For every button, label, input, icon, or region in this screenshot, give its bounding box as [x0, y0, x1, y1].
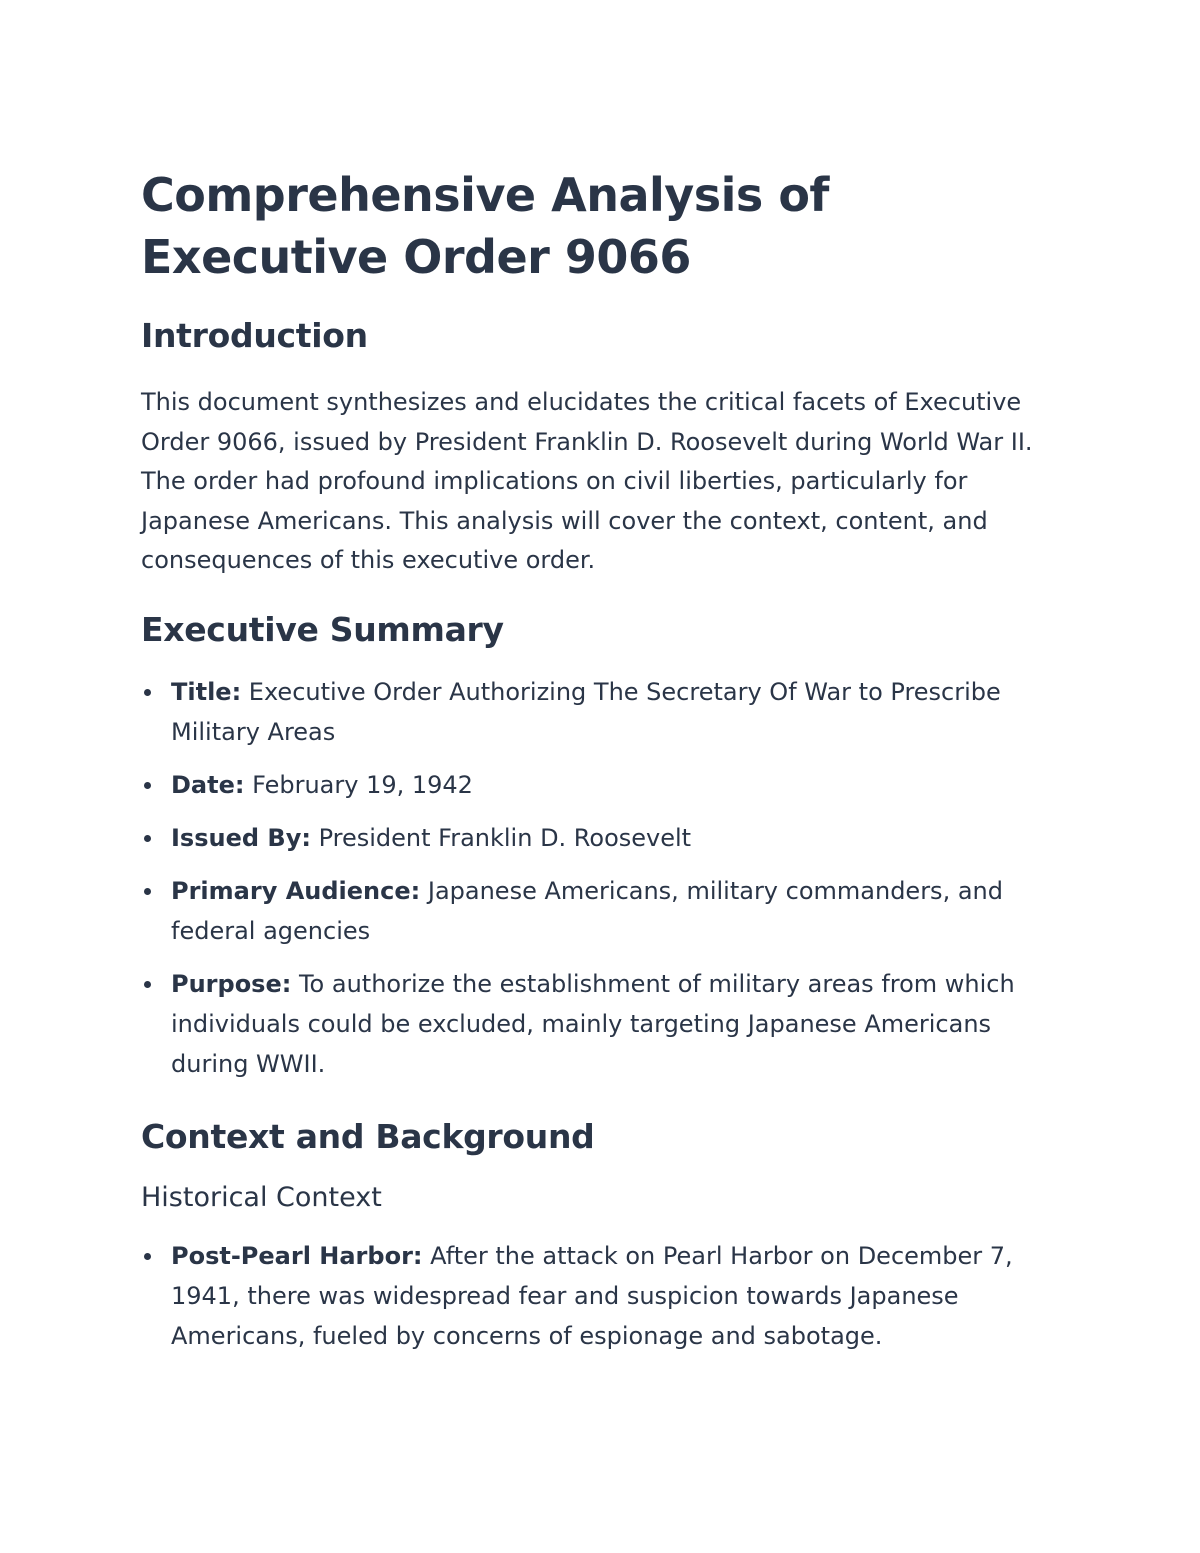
bullet-icon [144, 1253, 151, 1260]
list-item [141, 765, 1061, 805]
list-item-text: To authorize the establishment of military areas from which individuals could be excluded, mainly targeting Japanese Americans during WWII. [171, 969, 1015, 1078]
context-heading: Context and Background [141, 1116, 595, 1156]
executive-summary-heading: Executive Summary [141, 609, 504, 649]
bullet-icon [144, 782, 151, 789]
list-item-text: After the attack on Pearl Harbor on December 7, 1941, there was widespread fear and suspicion towards Japanese Americans, fueled by concerns of espionage and sabotage. [171, 1241, 1013, 1350]
list-item-term: Date: [171, 770, 245, 799]
list-item-text: Japanese Americans, military commanders, and federal agencies [171, 876, 1003, 945]
list-item-term: Primary Audience: [171, 876, 421, 905]
list-item-text: President Franklin D. Roosevelt [310, 823, 692, 852]
historical-context-list [141, 1236, 1061, 1356]
list-item-term: Purpose: [171, 969, 292, 998]
executive-summary-list [141, 672, 1061, 1084]
bullet-icon [144, 835, 151, 842]
list-item-text: February 19, 1942 [244, 770, 473, 799]
list-item-term: Post-Pearl Harbor: [171, 1241, 423, 1270]
bullet-icon [144, 888, 151, 895]
list-item [141, 1236, 1061, 1356]
list-item [141, 818, 1061, 858]
list-item [141, 964, 1061, 1084]
historical-context-subheading: Historical Context [141, 1181, 382, 1213]
introduction-paragraph: This document synthesizes and elucidates the critical facets of Executive Order 9066, issued by President Franklin D. Roosevelt during World War II. The order had profound implications on civil liberties, particularly for Japanese Americans. This analysis will cover the context, content, and consequences of this executive order. [141, 388, 1033, 574]
list-item-term: Title: [171, 677, 242, 706]
list-item-term: Issued By: [171, 823, 311, 852]
list-item-text: Executive Order Authorizing The Secretary Of War to Prescribe Military Areas [171, 677, 1001, 746]
introduction-heading: Introduction [141, 316, 368, 355]
list-item [141, 672, 1061, 752]
document-page [141, 164, 1061, 1356]
document-title: Comprehensive Analysis of Executive Order 9066 [141, 168, 829, 284]
list-item [141, 871, 1061, 951]
bullet-icon [144, 981, 151, 988]
bullet-icon [144, 689, 151, 696]
